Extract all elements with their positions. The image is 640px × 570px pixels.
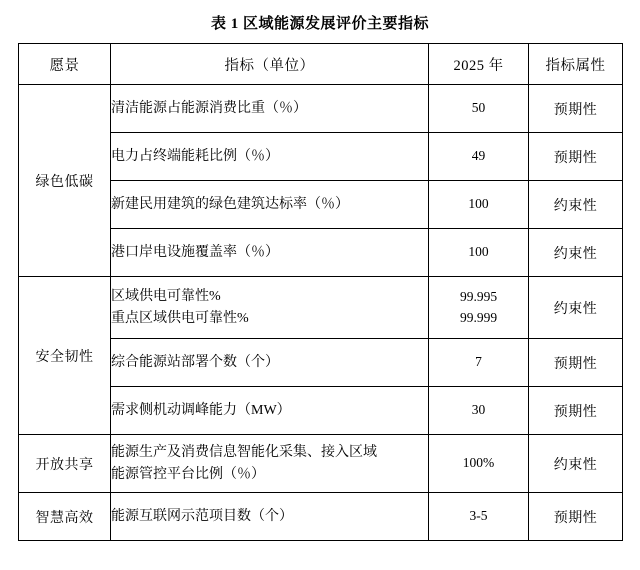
value-cell: 100	[429, 229, 529, 277]
indicator-cell: 能源互联网示范项目数（个）	[111, 493, 429, 541]
attribute-cell: 约束性	[529, 229, 623, 277]
table-row	[19, 85, 623, 133]
indicator-line-1: 能源生产及消费信息智能化采集、接入区域	[111, 444, 377, 460]
value-cell	[429, 277, 529, 339]
vision-cell-smart-efficient: 智慧高效	[19, 493, 111, 541]
indicator-cell	[111, 277, 429, 339]
indicator-cell: 新建民用建筑的绿色建筑达标率（％）	[111, 181, 429, 229]
attribute-cell: 预期性	[529, 133, 623, 181]
value-cell: 49	[429, 133, 529, 181]
table-row	[19, 435, 623, 493]
value-line-2: 99.999	[459, 309, 498, 325]
attribute-cell: 预期性	[529, 493, 623, 541]
value-cell: 50	[429, 85, 529, 133]
column-header-attribute: 指标属性	[529, 44, 623, 85]
indicator-cell: 港口岸电设施覆盖率（％）	[111, 229, 429, 277]
value-cell: 30	[429, 387, 529, 435]
attribute-cell: 预期性	[529, 85, 623, 133]
attribute-cell: 约束性	[529, 277, 623, 339]
vision-cell-open-sharing: 开放共享	[19, 435, 111, 493]
indicator-line-2: 能源管控平台比例（％）	[111, 466, 265, 482]
table-row	[19, 277, 623, 339]
vision-cell-safety-resilience: 安全韧性	[19, 277, 111, 435]
table-header	[19, 44, 623, 85]
attribute-cell: 约束性	[529, 435, 623, 493]
attribute-cell: 约束性	[529, 181, 623, 229]
indicator-cell: 综合能源站部署个数（个）	[111, 339, 429, 387]
indicator-cell: 清洁能源占能源消费比重（％）	[111, 85, 429, 133]
value-line-1: 99.995	[459, 289, 498, 305]
table-row	[19, 493, 623, 541]
attribute-cell: 预期性	[529, 339, 623, 387]
column-header-indicator: 指标（单位）	[111, 44, 429, 85]
table-body	[19, 85, 623, 541]
indicator-line-1: 区域供电可靠性%	[111, 288, 221, 304]
column-header-year: 2025 年	[429, 44, 529, 85]
indicator-line-2: 重点区域供电可靠性%	[111, 310, 249, 326]
indicator-cell: 需求侧机动调峰能力（MW）	[111, 387, 429, 435]
value-cell: 100%	[429, 435, 529, 493]
indicator-cell: 电力占终端能耗比例（％）	[111, 133, 429, 181]
value-cell: 7	[429, 339, 529, 387]
indicators-table	[18, 43, 623, 541]
attribute-cell: 预期性	[529, 387, 623, 435]
indicator-cell	[111, 435, 429, 493]
vision-cell-green-low-carbon: 绿色低碳	[19, 85, 111, 277]
column-header-vision: 愿景	[19, 44, 111, 85]
value-cell: 100	[429, 181, 529, 229]
table-title: 表 1 区域能源发展评价主要指标	[210, 16, 429, 32]
value-cell: 3-5	[429, 493, 529, 541]
table-header-row	[19, 44, 623, 85]
